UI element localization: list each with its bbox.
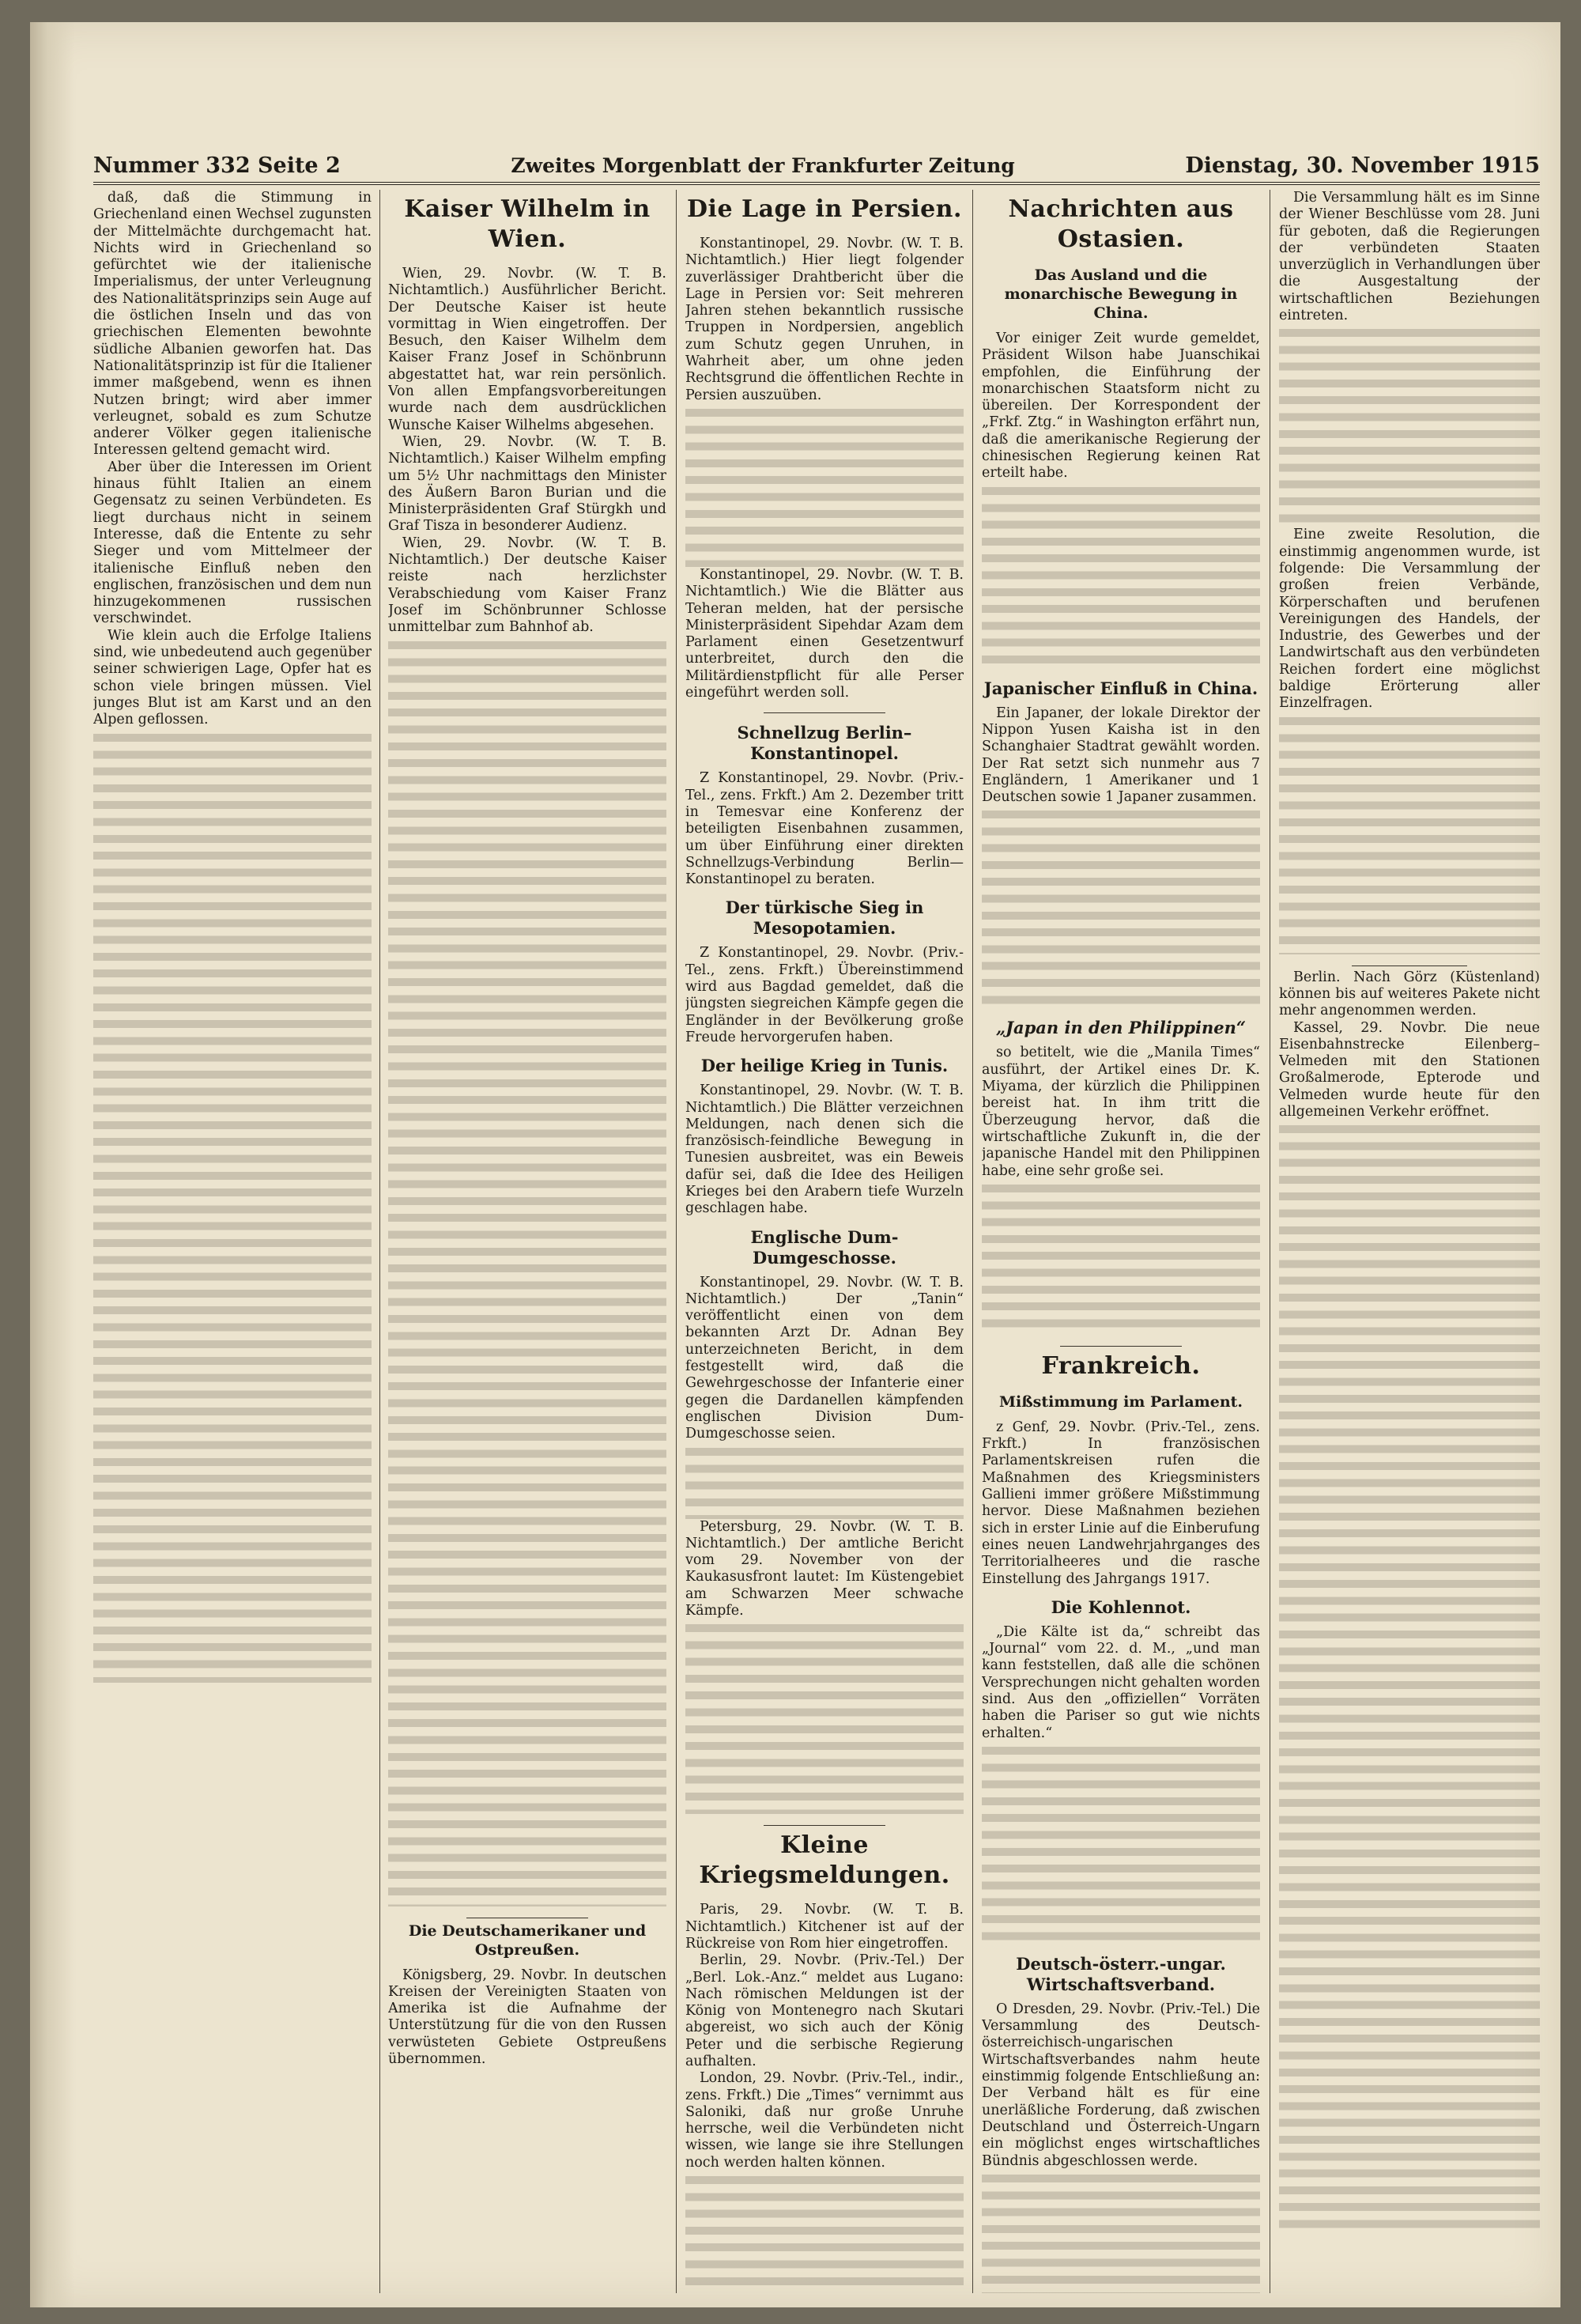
article-paragraph: daß, daß die Stimmung in Griechenland einen Wechsel zugunsten der Mittelmächte durchgemacht hat. Nichts wird in Griechenland so gefürchtet wie der italienische Imperialismus, der unter Verleugnung des Nationalitätsprinzips sein Auge auf die östlichen Inseln und das von griechischen Elementen bewohnte südliche Albanien geworfen hat. Das Nationalitätsprinzip ist für die Italiener immer maßgebend, wenn es ihnen Nutzen bringt; wird aber immer verleugnet, sobald es zum Schutze anderer Völker gegen italienische Interessen geltend gemacht wird. (93, 190, 372, 459)
page-binding-shadow (30, 22, 74, 2307)
section-headline: „Japan in den Philippinen“ (996, 1018, 1246, 1038)
newspaper-title: Zweites Morgenblatt der Frankfurter Zeitung (511, 153, 1015, 177)
article-subheadline: Das Ausland und die monarchische Bewegung in China. (1004, 266, 1238, 322)
column-rule (676, 190, 677, 2293)
section-headline: Japanischer Einfluß in China. (983, 678, 1258, 698)
text-continuation (982, 487, 1260, 669)
section-headline: Die Kohlennot. (1051, 1597, 1191, 1617)
article-headline: Die Lage in Persien. (687, 195, 962, 223)
text-continuation (982, 811, 1260, 1008)
column-rule (379, 190, 380, 2293)
text-continuation (1279, 1125, 1540, 2232)
article-paragraph: Konstantinopel, 29. Novbr. (W. T. B. Nichtamtlich.) Der „Tanin“ veröffentlicht einen von dem bekannten Arzt Dr. Adnan Bey unterzeichneten Bericht, in dem festgestellt wird, daß die Gewehrgeschosse der Infanterie einer gegen die Dardanellen kämpfenden englischen Division Dum-Dumgeschosse seien. (685, 1274, 964, 1442)
article-paragraph: Konstantinopel, 29. Novbr. (W. T. B. Nichtamtlich.) Wie die Blätter aus Teheran melden, hat der persische Ministerpräsident Sipehdar Azam dem Parlament einen Gesetzentwurf unterbreitet, durch den die Militärdienstpflicht für alle Perser eingeführt werden soll. (685, 566, 964, 701)
article-paragraph: Die Versammlung hält es im Sinne der Wiener Beschlüsse vom 28. Juni für geboten, daß die Regierungen der verbündeten Staaten unverzüglich in Verhandlungen über die Ausgestaltung der wirtschaftlichen Beziehungen eintreten. (1279, 190, 1540, 324)
column-4 (982, 190, 1260, 2293)
issue-date: Dienstag, 30. November 1915 (1185, 153, 1540, 178)
article-headline: Nachrichten aus Ostasien. (1008, 195, 1234, 253)
article-paragraph: Wien, 29. Novbr. (W. T. B. Nichtamtlich.) Der deutsche Kaiser reiste nach herzlichster Verabschiedung vom Kaiser Franz Josef im Schönbrunner Schlosse unmittelbar zum Bahnhof ab. (388, 535, 666, 636)
text-continuation (982, 1747, 1260, 1944)
article-paragraph: „Die Kälte ist da,“ schreibt das „Journal“ vom 22. d. M., „und man kann feststellen, daß alle die schönen Versprechungen nicht gehalten worden sind. Aus den „offiziellen“ Vorräten haben die Pariser so gut wie nichts erhalten.“ (982, 1623, 1260, 1741)
section-divider (764, 1825, 886, 1826)
article-paragraph: London, 29. Novbr. (Priv.-Tel., indir., zens. Frkft.) Die „Times“ vernimmt aus Saloniki, daß nur große Unruhe herrsche, weil die Verbündeten nicht wissen, wie lange sie ihre Stellungen noch werden halten können. (685, 2070, 964, 2171)
article-paragraph: O Dresden, 29. Novbr. (Priv.-Tel.) Die Versammlung des Deutsch-österreichisch-ungarischen Wirtschaftsverbandes nahm heute einstimmig folgende Entschließung an: Der Verband hält es für eine unerläßliche Forderung, daß zwischen Deutschland und Österreich-Ungarn ein möglichst enges wirtschaftliches Bündnis abgeschlossen werde. (982, 2001, 1260, 2169)
article-paragraph: Z Konstantinopel, 29. Novbr. (Priv.-Tel., zens. Frkft.) Übereinstimmend wird aus Bagdad gemeldet, daß die jüngsten siegreichen Kämpfe gegen die Engländer in der Bevölkerung große Freude hervorgerufen haben. (685, 945, 964, 1045)
article-paragraph: Petersburg, 29. Novbr. (W. T. B. Nichtamtlich.) Der amtliche Bericht vom 29. November von der Kaukasusfront lautet: Im Küstengebiet am Schwarzen Meer schwache Kämpfe. (685, 1518, 964, 1619)
text-continuation (982, 2175, 1260, 2293)
masthead (93, 149, 1540, 185)
text-continuation (685, 2176, 964, 2293)
column-3 (685, 190, 964, 2293)
article-paragraph: Wien, 29. Novbr. (W. T. B. Nichtamtlich.) Ausführlicher Bericht. Der Deutsche Kaiser ist heute vormittag in Wien eingetroffen. Der Besuch, den Kaiser Wilhelm dem Kaiser Franz Josef in Schönbrunn abgestattet hat, war rein persönlich. Von allen Empfangsvorbereitungen wurde nach dem ausdrücklichen Wunsche Kaiser Wilhelms abgesehen. (388, 266, 666, 433)
article-subheadline: Die Deutschamerikaner und Ostpreußen. (408, 1922, 647, 1959)
article-paragraph: Eine zweite Resolution, die einstimmig angenommen wurde, ist folgende: Die Versammlung der großen freien Verbände, Körperschaften und berufenen Vereinigungen des Handels, der Industrie, des Gewerbes und der Landwirtschaft aus den verbündeten Reichen fordert eine möglichst baldige Erörterung aller Einzelfragen. (1279, 527, 1540, 712)
article-paragraph: Konstantinopel, 29. Novbr. (W. T. B. Nichtamtlich.) Hier liegt folgender zuverlässiger Drahtbericht über die Lage in Persien vor: Seit mehreren Jahren stehen bekanntlich russische Truppen in Nordpersien, angeblich zum Schutz gegen Unruhen, in Wahrheit aber, um ohne jeden Rechtsgrund die öffentlichen Rechte in Persien auszuüben. (685, 236, 964, 403)
columns (93, 190, 1540, 2293)
article-headline: Kaiser Wilhelm in Wien. (404, 195, 651, 253)
section-divider (1352, 965, 1466, 966)
article-paragraph: so betitelt, wie die „Manila Times“ ausführt, der Artikel eines Dr. K. Miyama, der kürzlich die Philippinen bereist hat. In ihm tritt die Überzeugung hervor, daß die wirtschaftliche Zukunft in, die der japanische Handel mit den Philippinen habe, eine sehr große sei. (982, 1045, 1260, 1179)
column-2 (388, 190, 666, 2293)
article-paragraph: Berlin. Nach Görz (Küstenland) können bis auf weiteres Pakete nicht mehr angenommen werden. (1279, 969, 1540, 1019)
text-continuation (1279, 717, 1540, 954)
text-continuation (982, 1185, 1260, 1335)
column-rule (972, 190, 973, 2293)
article-headline: Kleine Kriegsmeldungen. (699, 1831, 950, 1890)
text-continuation (388, 641, 666, 1906)
article-paragraph: Paris, 29. Novbr. (W. T. B. Nichtamtlich.) Kitchener ist auf der Rückreise von Rom hier eingetroffen. (685, 1902, 964, 1952)
article-paragraph: Wie klein auch die Erfolge Italiens sind, wie unbedeutend auch gegenüber seiner schwierigen Lage, Opfer hat es schon viele bringen müssen. Viel junges Blut ist am Karst und an den Alpen geflossen. (93, 627, 372, 728)
newspaper-page (30, 22, 1560, 2307)
article-paragraph: Wien, 29. Novbr. (W. T. B. Nichtamtlich.) Kaiser Wilhelm empfing um 5½ Uhr nachmittags den Minister des Äußern Baron Burian und die Ministerpräsidenten Graf Stürgkh und Graf Tisza in besonderer Audienz. (388, 433, 666, 535)
article-paragraph: Konstantinopel, 29. Novbr. (W. T. B. Nichtamtlich.) Die Blätter verzeichnen Meldungen, nach denen sich die französisch-feindliche Bewegung in Tunesien ausbreitet, was ein Beweis dafür sei, daß die Idee des Heiligen Krieges bei den Arabern tiefe Wurzeln geschlagen habe. (685, 1083, 964, 1217)
section-divider (1060, 1346, 1183, 1347)
section-headline: Schnellzug Berlin–Konstantinopel. (737, 723, 912, 764)
article-paragraph: Vor einiger Zeit wurde gemeldet, Präsident Wilson habe Juanschikai empfohlen, die Einführung der monarchischen Staatsform nicht zu übereilen. Der Korrespondent der „Frkf. Ztg.“ in Washington erfährt nun, daß die amerikanische Regierung der chinesischen Regierung keinen Rat erteilt habe. (982, 331, 1260, 482)
article-subheadline: Mißstimmung im Parlament. (998, 1393, 1243, 1411)
article-paragraph: Z Konstantinopel, 29. Novbr. (Priv.-Tel., zens. Frkft.) Am 2. Dezember tritt in Temesvar eine Konferenz der beteiligten Eisenbahnen zusammen, um über Einführung einer direkten Schnellzugs-Verbindung Berlin—Konstantinopel zu beraten. (685, 770, 964, 888)
text-continuation (93, 734, 372, 1683)
article-headline: Frankreich. (1041, 1351, 1201, 1380)
text-continuation (1279, 329, 1540, 527)
article-paragraph: Aber über die Interessen im Orient hinaus fühlt Italien an einem Gegensatz zu seinen Verbündeten. Es liegt durchaus nicht in seinem Interesse, daß die Entente zu sehr Sieger und vom Mittelmeer der italienische Einfluß neben den englischen, französischen und dem nun hinzugekommenen russischen verschwindet. (93, 459, 372, 627)
section-headline: Der heilige Krieg in Tunis. (700, 1056, 949, 1076)
section-headline: Der türkische Sieg in Mesopotamien. (725, 897, 924, 939)
text-continuation (685, 1624, 964, 1814)
article-paragraph: Ein Japaner, der lokale Direktor der Nippon Yusen Kaisha ist in den Schanghaier Stadtrat gewählt worden. Der Rat setzt sich nunmehr aus 7 Engländern, 1 Amerikaner und 1 Deutschen sowie 1 Japaner zusammen. (982, 705, 1260, 806)
article-paragraph: Kassel, 29. Novbr. Die neue Eisenbahnstrecke Eilenberg–Velmeden mit den Stationen Großalmerode, Epterode und Velmeden wurde heute für den allgemeinen Verkehr eröffnet. (1279, 1019, 1540, 1120)
column-5 (1279, 190, 1540, 2293)
column-1 (93, 190, 372, 2293)
article-paragraph: z Genf, 29. Novbr. (Priv.-Tel., zens. Frkft.) In französischen Parlamentskreisen rufen die Maßnahmen des Kriegsministers Gallieni immer größere Mißstimmung hervor. Diese Maßnahmen beziehen sich in erster Linie auf die Einberufung eines neuen Landwehrjahrganges des Territorialheeres und die rasche Einstellung des Jahrgangs 1917. (982, 1419, 1260, 1587)
text-continuation (685, 409, 964, 567)
section-headline: Englische Dum-Dumgeschosse. (750, 1226, 899, 1268)
article-paragraph: Berlin, 29. Novbr. (Priv.-Tel.) Der „Berl. Lok.-Anz.“ meldet aus Lugano: Nach römischen Meldungen ist der König von Montenegro nach Skutari abgereist, wo sich auch der König Peter und die serbische Regierung aufhalten. (685, 1952, 964, 2069)
text-continuation (685, 1448, 964, 1519)
issue-number: Nummer 332 Seite 2 (93, 153, 341, 178)
section-divider (764, 712, 886, 713)
section-headline: Deutsch-österr.-ungar. Wirtschaftsverband. (1016, 1953, 1226, 1994)
article-paragraph: Königsberg, 29. Novbr. In deutschen Kreisen der Vereinigten Staaten von Amerika ist die Aufnahme der Unterstützung für die von den Russen verwüsteten Gebiete Ostpreußens übernommen. (388, 1967, 666, 2068)
